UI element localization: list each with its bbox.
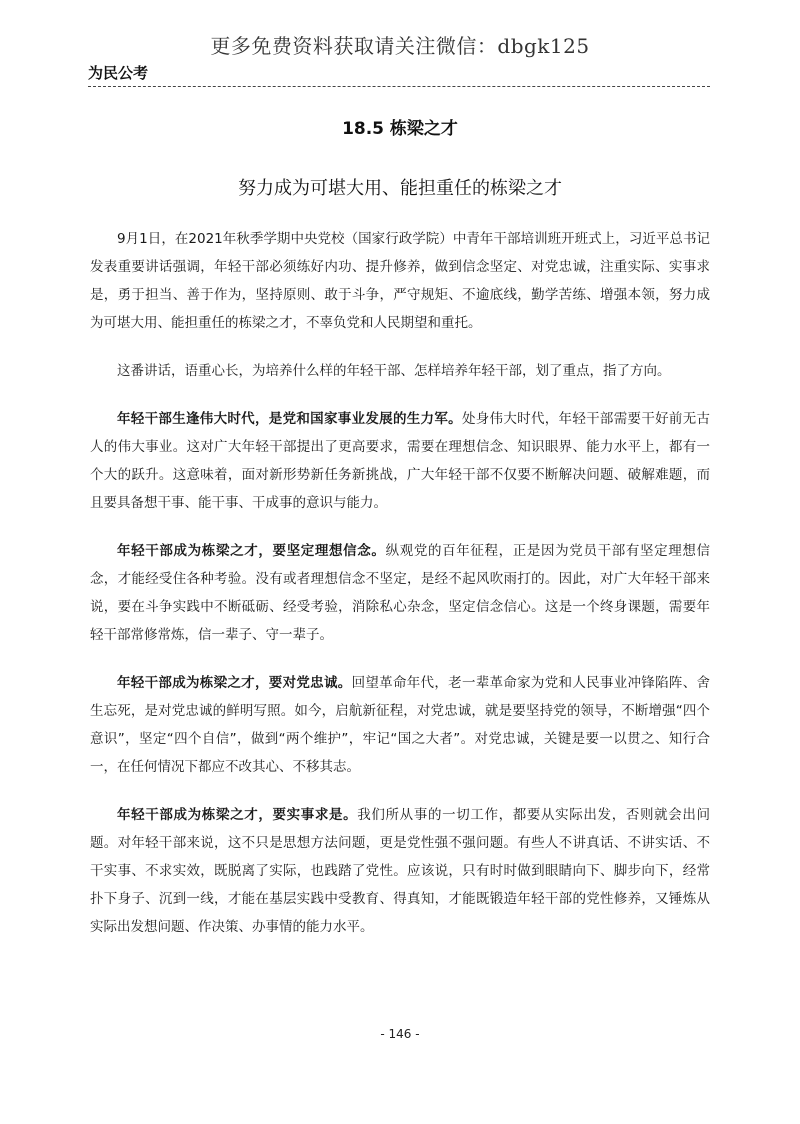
header-brand: 为民公考: [88, 64, 149, 82]
paragraph: [90, 405, 710, 517]
watermark-text: 更多免费资料获取请关注微信：dbgk125: [210, 34, 590, 58]
section-title: 18.5 栋梁之才: [342, 119, 458, 139]
paragraph-text: 这番讲话，语重心长，为培养什么样的年轻干部、怎样培养年轻干部，划了重点，指了方向。: [117, 363, 671, 379]
paragraph-text: 9月1日，在2021年秋季学期中央党校（国家行政学院）中青年干部培训班开班式上，习近平总书记发表重要讲话强调，年轻干部必须练好内功、提升修养，做到信念坚定、对党忠诚，注重实际、实事求是，勇于担当、善于作为，坚持原则、敢于斗争，严守规矩、不逾底线，勤学苦练、增强本领，努力成为可堪大用、能担重任的栋梁之才，不辜负党和人民期望和重托。: [90, 231, 710, 331]
paragraph: [90, 669, 710, 781]
paragraph-text: 纵观党的百年征程，正是因为党员干部有坚定理想信念，才能经受住各种考验。没有或者理想信念不坚定，是经不起风吹雨打的。因此，对广大年轻干部来说，要在斗争实践中不断砥砺、经受考验，消除私心杂念，坚定信念信心。这是一个终身课题，需要年轻干部常修常炼，信一辈子、守一辈子。: [90, 543, 711, 643]
header-divider: [88, 86, 710, 87]
paragraph: [90, 225, 710, 337]
paragraph: [90, 537, 710, 649]
paragraph-text: 回望革命年代，老一辈革命家为党和人民事业冲锋陷阵、舍生忘死，是对党忠诚的鲜明写照。如今，启航新征程，对党忠诚，就是要坚持党的领导，不断增强“四个意识”，坚定“四个自信”，做到“两个维护”，牢记“国之大者”。对党忠诚，关键是要一以贯之、知行合一，在任何情况下都应不改其心、不移其志。: [90, 675, 711, 775]
paragraph-lead: 年轻干部生逢伟大时代，是党和国家事业发展的生力军。: [117, 411, 462, 427]
article-title: 努力成为可堪大用、能担重任的栋梁之才: [238, 178, 562, 199]
paragraph-lead: 年轻干部成为栋梁之才，要实事求是。: [117, 807, 358, 823]
paragraph-lead: 年轻干部成为栋梁之才，要对党忠诚。: [117, 675, 352, 691]
page-number: - 146 -: [380, 1027, 420, 1041]
paragraph-text: 处身伟大时代，年轻干部需要干好前无古人的伟大事业。这对广大年轻干部提出了更高要求，需要在理想信念、知识眼界、能力水平上，都有一个大的跃升。这意味着，面对新形势新任务新挑战，广大年轻干部不仅要不断解决问题、破解难题，而且要具备想干事、能干事、干成事的意识与能力。: [90, 411, 711, 511]
article-body: [90, 225, 710, 961]
paragraph-text: 我们所从事的一切工作，都要从实际出发，否则就会出问题。对年轻干部来说，这不只是思想方法问题，更是党性强不强问题。有些人不讲真话、不讲实话、不干实事、不求实效，既脱离了实际，也践踏了党性。应该说，只有时时做到眼睛向下、脚步向下，经常扑下身子、沉到一线，才能在基层实践中受教育、得真知，才能既锻造年轻干部的党性修养，又锤炼从实际出发想问题、作决策、办事情的能力水平。: [90, 807, 711, 935]
paragraph: [90, 357, 710, 385]
paragraph-lead: 年轻干部成为栋梁之才，要坚定理想信念。: [117, 543, 386, 559]
paragraph: [90, 801, 710, 941]
